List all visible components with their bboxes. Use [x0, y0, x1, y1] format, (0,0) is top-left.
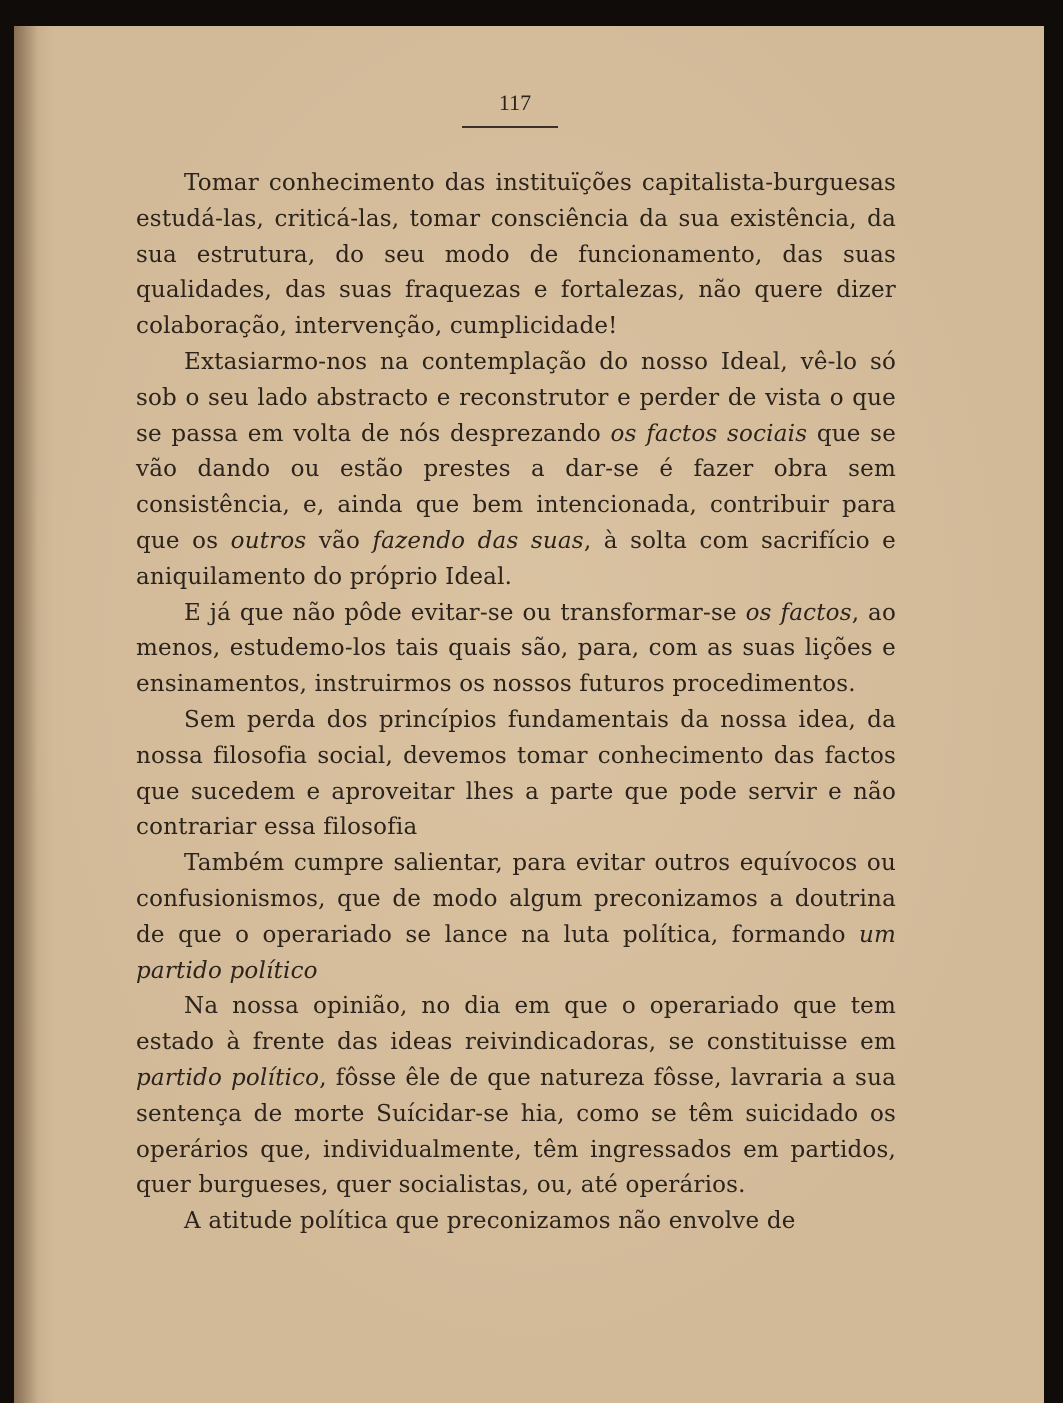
paragraph-4	[136, 703, 896, 846]
paragraph-1	[136, 166, 896, 345]
body-text	[136, 166, 896, 1240]
italic-phrase: os factos sociais	[610, 420, 808, 447]
paragraph-7	[136, 1204, 896, 1240]
paragraph-text: Tomar conhecimento das instituïções capitalista-burguesas estudá-las, criticá-las, tomar consciência da sua existência, da sua estrutura, do seu modo de funcionamento, das suas qualidades, das suas fraquezas e fortalezas, não quere dizer colaboração, intervenção, cumplicidade!	[136, 170, 896, 340]
paragraph-text: Na nossa opinião, no dia em que o operariado que tem estado à frente das ideas reivindicadoras, se constituisse em	[136, 993, 896, 1056]
italic-phrase: os factos	[745, 599, 852, 626]
paragraph-text: Também cumpre salientar, para evitar outros equívocos ou confusionismos, que de modo algum preconizamos a doutrina de que o operariado se lance na luta política, formando	[136, 850, 896, 948]
paragraph-6	[136, 989, 896, 1204]
paragraph-text: , à solta com sacrifício e aniquilamento do próprio Ideal.	[136, 527, 896, 590]
header-rule	[462, 126, 558, 128]
italic-phrase: fazendo das suas	[372, 527, 584, 554]
paragraph-text: , fôsse êle de que natureza fôsse, lavraria a sua sentença de morte Suícidar-se hia, como se têm suicidado os operários que, individualmente, têm ingressados em partidos, quer burgueses, quer socialistas, ou, até operários.	[136, 1064, 896, 1199]
page-number: 117	[498, 90, 532, 115]
paragraph-text: vão	[306, 527, 373, 554]
paragraph-text: A atitude política que preconizamos não envolve de	[184, 1208, 796, 1235]
italic-phrase: partido político	[136, 1064, 320, 1091]
italic-phrase: outros	[230, 527, 307, 554]
paragraph-text: que se vão dando ou estão prestes a dar-se é fazer obra sem consistência, e, ainda que bem intencionada, contribuir para que os	[136, 420, 897, 554]
italic-phrase: um partido político	[136, 921, 896, 984]
paragraph-text: E já que não pôde evitar-se ou transformar-se	[184, 599, 746, 626]
paragraph-text: Extasiarmo-nos na contemplação do nosso Ideal, vê-lo só sob o seu lado abstracto e reconstrutor e perder de vista o que se passa em volta de nós desprezando	[136, 348, 896, 447]
paragraph-text: , ao menos, estudemo-los tais quais são, para, com as suas lições e ensinamentos, instruirmos os nossos futuros procedimentos.	[136, 599, 896, 698]
paragraph-3	[136, 596, 896, 703]
paragraph-5	[136, 846, 896, 989]
page-spine-shadow	[14, 26, 38, 1403]
paragraph-2	[136, 345, 896, 596]
paragraph-text: Sem perda dos princípios fundamentais da nossa idea, da nossa filosofia social, devemos tomar conhecimento das factos que sucedem e aproveitar lhes a parte que pode servir e não contrariar essa filosofia	[136, 706, 896, 841]
